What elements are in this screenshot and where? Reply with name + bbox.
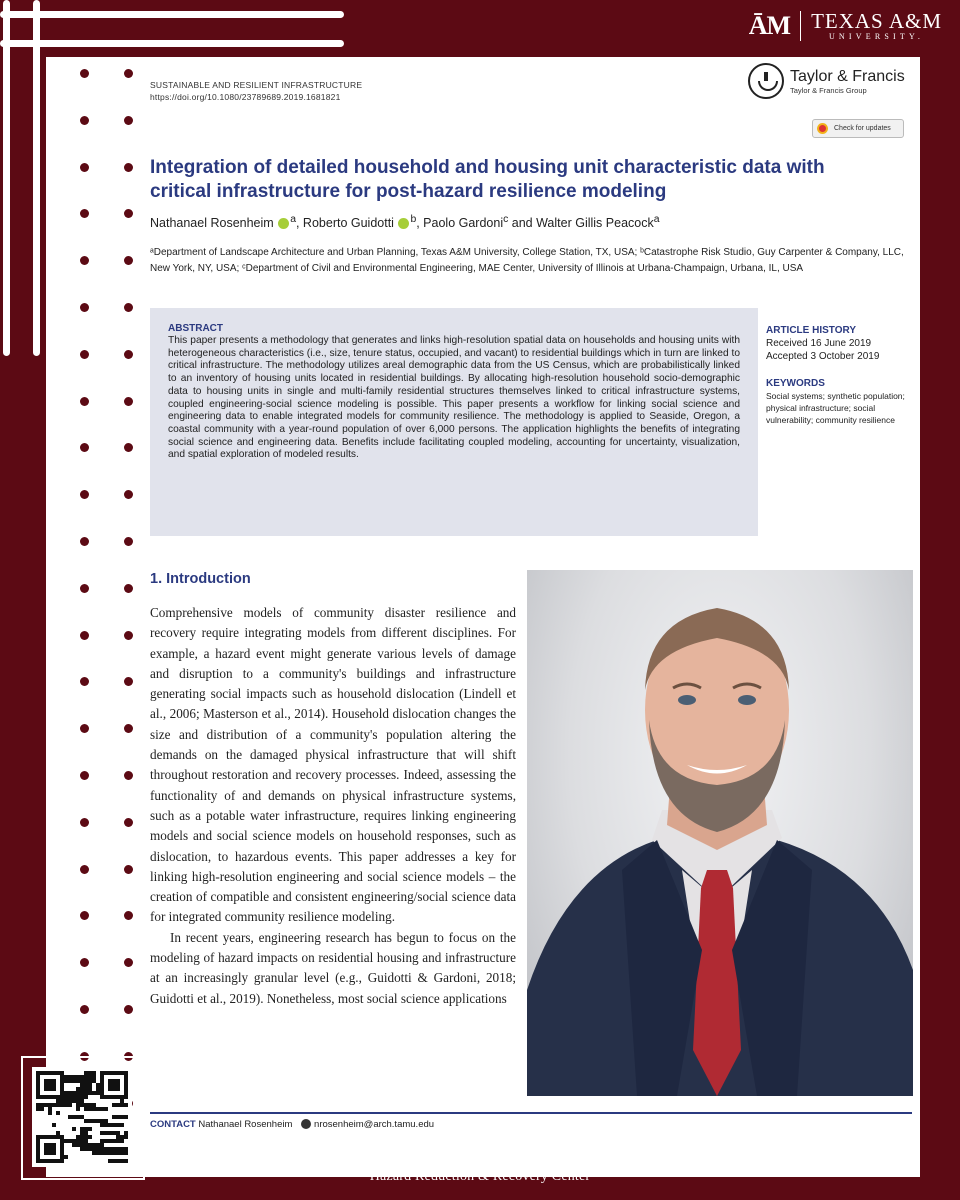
author-sup: c [503, 214, 509, 225]
abstract-text: This paper presents a methodology that generates and links high-resolution spatial data on households and housing units with heterogeneous characteristics (i.e., size, tenure status, occupied, and vacant) to residential buildings which in turn are linked to critical infrastructure. The methodology utilizes areal demographic data from the US Census, which are probabilistically linked to an inventory of housing units located in residential buildings. By allocating high-resolution household socio-demographic data to housing units in single and multi-family residential structures themselves linked to critical infrastructure systems, coupled engineering-social science modeling is possible. This paper presents a workflow for linking social science and engineering data to enable integrated models for community resilience. The methodology is applied to Seaside, Oregon, a coastal community with a year-round population of over 6,000 persons. The application highlights the benefits of integrating social science and engineering data. Benefits include facilitating coupled modeling, accounting for uncertainty, visualization, and spatial exploration of modeled results. [168, 335, 740, 461]
brand-name: TEXAS A&M [811, 9, 942, 33]
decor-dot [80, 818, 89, 827]
decor-dot [80, 865, 89, 874]
frame-line-top-2 [0, 40, 344, 47]
qr-code[interactable] [32, 1067, 132, 1167]
journal-doi[interactable]: https://doi.org/10.1080/23789689.2019.1681821 [150, 92, 341, 102]
orcid-icon[interactable] [398, 218, 409, 229]
frame-line-top-1 [0, 11, 344, 18]
decor-dot [124, 537, 133, 546]
check-updates-label: Check for updates [834, 125, 891, 132]
keywords-text: Social systems; synthetic population; physical infrastructure; social vulnerability; community resilience [766, 391, 905, 425]
decor-dot [124, 350, 133, 359]
frame-line-left-2 [33, 0, 40, 356]
decor-dot [80, 771, 89, 780]
author-sup: b [410, 214, 417, 225]
decor-dot [124, 818, 133, 827]
lamp-icon [748, 63, 784, 99]
decor-dot [124, 397, 133, 406]
author-name: Nathanael Rosenheim [150, 216, 274, 231]
abstract-box [150, 308, 758, 536]
decor-dot [80, 397, 89, 406]
check-updates-button[interactable] [812, 119, 904, 138]
email-icon [301, 1119, 311, 1129]
decor-dot [80, 537, 89, 546]
decor-dot [124, 771, 133, 780]
decor-dot [80, 163, 89, 172]
publisher-logo [748, 63, 905, 99]
author-sup: a [290, 214, 296, 225]
decor-dot [124, 584, 133, 593]
decor-dot [80, 303, 89, 312]
decor-dot [80, 631, 89, 640]
tamu-logo: ĀM [749, 11, 801, 41]
crossmark-icon [817, 123, 828, 134]
orcid-icon[interactable] [278, 218, 289, 229]
author-name: , Roberto Guidotti [295, 216, 394, 231]
article-history-heading: ARTICLE HISTORY [766, 325, 857, 336]
decor-dot [80, 1005, 89, 1014]
contact-line [150, 1119, 434, 1130]
decor-dot [124, 303, 133, 312]
accepted-date: Accepted 3 October 2019 [766, 351, 880, 362]
author-name: and Walter Gillis Peacock [508, 216, 654, 231]
intro-body [150, 603, 516, 1009]
publisher-group: Taylor & Francis Group [790, 85, 867, 95]
publisher-name: Taylor & Francis [790, 67, 905, 85]
author-name: , Paolo Gardoni [416, 216, 504, 231]
article-sidebar [766, 324, 906, 426]
decor-dot [80, 116, 89, 125]
decor-dot [80, 584, 89, 593]
keywords-heading: KEYWORDS [766, 378, 825, 389]
decor-dot [80, 69, 89, 78]
contact-name: Nathanael Rosenheim [198, 1119, 293, 1130]
author-portrait [527, 570, 913, 1096]
intro-paragraph-2: In recent years, engineering research has begun to focus on the modeling of hazard impacts on residential housing and infrastructure at an increasingly granular level (e.g., Guidotti & Gardoni, 2018; Guidotti et al., 2019). Nonetheless, most social science applications [150, 929, 516, 1006]
decor-dot [124, 865, 133, 874]
contact-label: CONTACT [150, 1119, 196, 1130]
portrait-illustration [527, 570, 913, 1096]
decor-dot [80, 350, 89, 359]
decor-dot [124, 163, 133, 172]
decor-dot [124, 69, 133, 78]
contact-email[interactable]: nrosenheim@arch.tamu.edu [314, 1119, 435, 1130]
affiliations: ᵃDepartment of Landscape Architecture and Urban Planning, Texas A&M University, College Station, TX, USA; ᵇCatastrophe Risk Studio, Guy Carpenter & Company, LLC, New York, NY, USA; ᶜDepartment of Civil and Environmental Engineering, MAE Center, University of Illinois at Urbana-Champaign, Urbana, IL, USA [150, 247, 904, 274]
decor-dot [124, 116, 133, 125]
intro-heading: 1. Introduction [150, 571, 251, 587]
brand-sub: UNIVERSITY. [828, 32, 925, 41]
decor-dot [124, 1005, 133, 1014]
paper-title: Integration of detailed household and housing unit characteristic data with critical infrastructure for post-hazard resilience modeling [150, 157, 825, 202]
frame-line-left-1 [3, 0, 10, 356]
author-list [150, 214, 660, 230]
contact-divider [150, 1112, 912, 1114]
decor-dot [124, 631, 133, 640]
intro-paragraph-1: Comprehensive models of community disaster resilience and recovery require integrating models from different disciplines. For example, a hazard event might generate various levels of damage and disruption to a community's buildings and infrastructure generating social impacts such as household dislocation (Lindell et al., 2006; Masterson et al., 2014). Household dislocation changes the size and distribution of a community's population altering the demands on the damaged physical infrastructure that will shift throughout restoration and recovery processes. Indeed, assessing the functionality of and demands on physical infrastructure systems, such as a potable water infrastructure, requires linking engineering models and social science models on household responses, such as dislocation, to hazardous events. This paper addresses a key for linking high-resolution engineering and social science models – the creation of compatible and consistent engineering/social science data for integrated community resilience modeling. [150, 605, 516, 925]
journal-name: SUSTAINABLE AND RESILIENT INFRASTRUCTURE [150, 80, 363, 90]
journal-header [150, 79, 362, 103]
footer-text: Hazard Reduction & Recovery Center [369, 1169, 591, 1184]
author-sup: a [653, 214, 660, 225]
university-brand [749, 10, 942, 42]
abstract-heading: ABSTRACT [168, 323, 223, 334]
received-date: Received 16 June 2019 [766, 338, 872, 349]
